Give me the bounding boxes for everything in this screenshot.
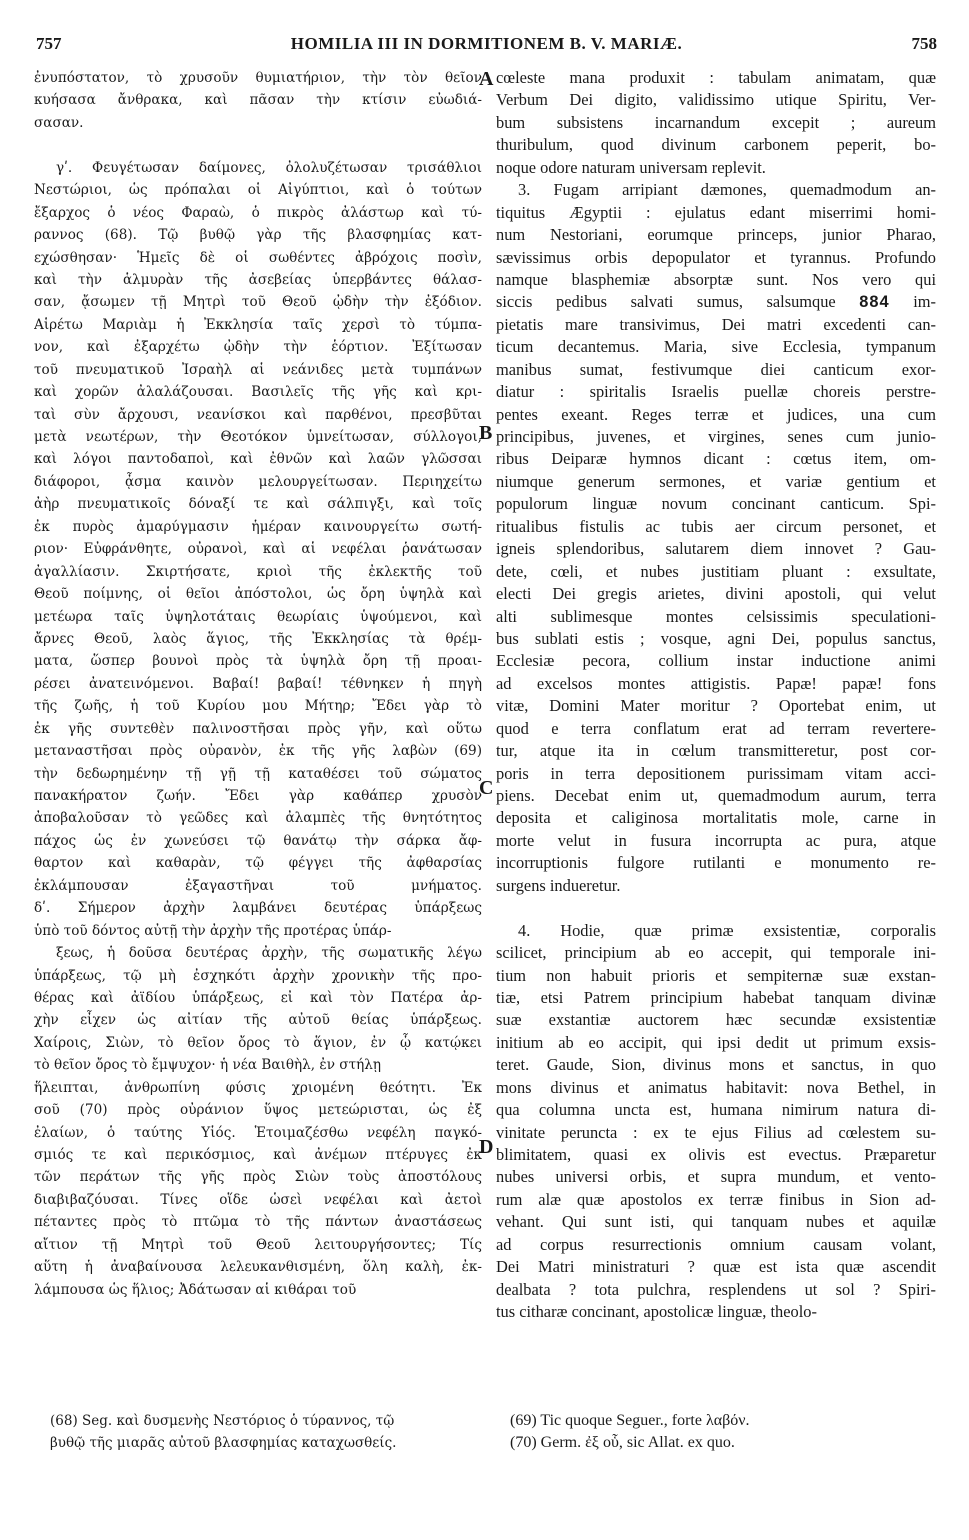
text-line: piens. Decebat enim ut, quemadmodum aurum, terra xyxy=(496,786,936,805)
text-line: τὴν δεδωρημένην τῇ γῇ τῇ καταθέσει τοῦ σώματος xyxy=(34,765,482,782)
text-line: ἐκ πυρὸς ἀμαρύγμασιν ἡμέραν καινουργείτω σωτή- xyxy=(34,518,482,535)
section-letter-d: D xyxy=(479,1136,494,1158)
text-line: incorruptionis fulgore rutilanti e monumento re- xyxy=(496,853,936,873)
text-line: dete, cœli, et nubes justitiam pluant : exsultate, xyxy=(496,561,936,581)
text-line: καὶ χορῶν ἀλαλάζουσαι. Βασιλεῖς τῆς γῆς καὶ κρι- xyxy=(34,384,482,401)
greek-column xyxy=(34,67,482,1301)
text-line: εχώσθησαν· Ἡμεῖς δὲ οἱ σωθέντες ἀβρόχοις ποσὶν, xyxy=(34,249,482,266)
text-line: quod e terra conflatum erat ad terram revertere- xyxy=(496,718,936,738)
text-line: μετέωρα ταῖς ὑψηλοτάταις θεωρίαις ὑψούμενοι, καὶ xyxy=(34,608,482,625)
text-line: cœleste mana produxit : tabulam animatam, quæ xyxy=(496,68,936,87)
text-line: ἐλαίων, ὁ ταύτης Υἱός. Ἑτοιμαζέσθω νεφέλη παγκό- xyxy=(34,1124,482,1141)
text-line: nubes universi orbis, et supra mundum, et vento- xyxy=(496,1167,936,1187)
text-line: σασαν. xyxy=(34,114,84,131)
text-line: ἀὴρ πνευματικοῖς δόναξί τε καὶ σάλπιγξι, καὶ τοῖς xyxy=(34,496,482,513)
text-line: ticum decantemus. Maria, sive Ecclesia, tympanum xyxy=(496,337,936,357)
text-line: αἴτιον τῇ Μητρὶ τοῦ Θεοῦ λειτουργήσοντες; Τίς xyxy=(34,1236,482,1253)
text-line: ἐκλάμπουσαν ἐξαγαστῆναι τοῦ μνήματος. xyxy=(34,877,482,894)
column-number-marker: 884 xyxy=(859,293,890,312)
text-line: λάμπουσα ὡς ἥλιος; Ἀδάτωσαν αἱ κιθάραι τοῦ xyxy=(34,1281,357,1298)
text-line: ἄρνες Θεοῦ, λαὸς ἅγιος, τῆς Ἐκκλησίας τὰ θρέμ- xyxy=(34,630,482,647)
text-line: deposita et caliginosa mortalitatis mole, carne in xyxy=(496,808,936,828)
text-line: ribus Deiparæ hymnos dicant : cœtus item, om- xyxy=(496,449,936,469)
text-line: sævissimus orbis depopulator et tyrannus. Profundo xyxy=(496,247,936,267)
text-line: tus citharæ concinant, apostolicæ linguæ, theolo- xyxy=(496,1302,817,1322)
text-line: ad corpus resurrectionis omnium causam volant, xyxy=(496,1234,936,1254)
text-line: τῶν περάτων τῆς γῆς πρὸς Σιὼν τοὺς ἀποστόλους xyxy=(34,1169,482,1186)
text-line: δʹ. Σήμερον ἀρχὴν λαμβάνει δευτέρας ὑπάρξεως xyxy=(34,900,482,917)
text-line: pietatis mare transivimus, Dei matri excedenti can- xyxy=(496,314,936,334)
text-line: πάχος ὡς ἐν χωνεύσει τῷ θανάτῳ τὴν σάρκα ἄφ- xyxy=(34,832,482,849)
text-line: χὴν εἶχεν ὡς αἰτίαν τῆς αὐτοῦ θείας ὑπάρξεως. xyxy=(34,1012,482,1029)
text-line: electi Dei gregis arietes, divini apostoli, qui velut xyxy=(496,584,936,604)
section-letter-c: C xyxy=(479,777,494,799)
text-line xyxy=(34,134,482,156)
text-line: ξεως, ἡ δοῦσα δευτέρας ἀρχὴν, τῆς σωματικῆς λέγω xyxy=(56,945,482,962)
text-line: Χαίροις, Σιὼν, τὸ θεῖον ὄρος τὸ ἅγιον, ἐν ᾧ κατῴκει xyxy=(34,1034,482,1051)
text-line: niumque generum sermones, et variæ gentium et xyxy=(496,471,936,491)
text-line: αὕτη ἡ ἀναβαίνουσα λελευκανθισμένη, ὅλη καλὴ, ἐκ- xyxy=(34,1259,482,1276)
text-line: Dei Matri ministraturi ? quæ est ista quæ ascendit xyxy=(496,1257,936,1277)
page-number-right: 758 xyxy=(911,34,937,53)
footnotes-right xyxy=(510,1410,930,1454)
text-line: τὸ θεῖον ὄρος τὸ ἔμψυχον· ἡ νέα Βαιθὴλ, ἐν στήλῃ xyxy=(34,1057,381,1074)
text-line: ἀποβαλοῦσαν τὸ γεῶδες καὶ ἀλαμπὲς τῆς θνητότητος xyxy=(34,810,482,827)
text-line: Νεστώριοι, ὡς πρόπαλαι οἱ Αἰγύπτιοι, καὶ ὁ τούτων xyxy=(34,182,482,199)
text-line: ραννος (68). Τῷ βυθῷ γὰρ τῆς βλασφημίας κατ- xyxy=(34,227,482,244)
text-line: siccis pedibus salvati sumus, salsumque 884 im- xyxy=(496,292,936,312)
text-line: qua columna uncta est, humana nimirum natura di- xyxy=(496,1100,936,1120)
text-line: σοῦ (70) πρὸς οὐράνιον ὕψος μετεώρισται, ὡς ἐξ xyxy=(34,1102,482,1119)
text-line: ἔξαρχος ὁ νέος Φαραὼ, ὁ πικρὸς ἀλάστωρ καὶ τύ- xyxy=(34,204,482,221)
running-title: HOMILIA III IN DORMITIONEM B. V. MARIÆ. xyxy=(290,34,683,53)
text-line: vitæ, Domini Mater moritur ? Oportebat enim, ut xyxy=(496,696,936,716)
footnote-line: βυθῷ τῆς μιαρᾶς αὐτοῦ βλασφημίας καταχωσθείς. xyxy=(50,1435,397,1451)
text-line: ματα, ὥσπερ βουνοὶ πρὸς τὰ ὑψηλὰ ὄρη τῇ προαι- xyxy=(34,653,482,670)
text-line: Ecclesiæ pecora, collium instar inductione animi xyxy=(496,651,936,671)
text-line: namque blasphemiæ absorptæ sunt. Nos vero qui xyxy=(496,269,936,289)
text-line: σαν, ᾄσωμεν τῇ Μητρὶ τοῦ Θεοῦ ᾠδὴν τὴν ἐξόδιον. xyxy=(34,294,482,311)
text-line: ὑπάρξεως, τῷ μὴ ἐσχηκότι ἀρχὴν χρονικὴν τῆς προ- xyxy=(34,967,482,984)
text-line: mons divinus et animatus habitavit: nova Bethel, in xyxy=(496,1077,936,1097)
text-line: thuribulum, quod divinum carbonem peperit, bo- xyxy=(496,135,936,155)
text-line: tur, atque ita in cœlum transmitteretur, post cor- xyxy=(496,741,936,761)
text-line: ἥλειπται, ἀνθρωπίνη φύσις χριομένη θεότητι. Ἐκ xyxy=(34,1079,482,1096)
section-letter-a: A xyxy=(479,68,494,90)
text-line: noque odore naturam universam replevit. xyxy=(496,157,766,177)
text-line: igneis splendoribus, salutarem diem innovet ? Gau- xyxy=(496,539,936,559)
text-line: Θεοῦ ποίμνης, οἱ θεῖοι ἀπόστολοι, ὡς ὄρη ὑψηλὰ καὶ xyxy=(34,586,482,603)
text-line: διάφοροι, ᾆσμα καινὸν μελουργείτωσαν. Περιηχείτω xyxy=(34,473,482,490)
text-line: ἐκ γῆς συντεθὲν παλινοστῆσαι πρὸς γῆν, καὶ οὕτω xyxy=(34,720,482,737)
text-line: morte velut in fusura incorrupta ac pura, atque xyxy=(496,830,936,850)
text-line: blimitatem, quasi ex olivis est evectus. Præparetur xyxy=(496,1145,936,1164)
footnote-line: (70) Germ. ἐξ οὗ, sic Allat. ex quo. xyxy=(510,1434,735,1451)
text-line: Verbum Dei digito, validissimo utique Spiritu, Ver- xyxy=(496,90,936,110)
page-number-left: 757 xyxy=(36,34,62,53)
text-line: πέταντες πρὸς τὸ πτῶμα τὸ τῆς πάντων ἀναστάσεως xyxy=(34,1214,482,1231)
text-line: rum alæ quæ apostolos ex terræ finibus in Sion ad- xyxy=(496,1189,936,1209)
text-line: principibus, juvenes, et virgines, senes cum junio- xyxy=(496,427,936,446)
footnote-line: (68) Seg. καὶ δυσμενὴς Νεστόριος ὁ τύραννος, τῷ xyxy=(50,1413,395,1429)
text-line: θαρτον καὶ καθαρὰν, τῷ φέγγει τῆς ἀφθαρσίας xyxy=(34,855,482,872)
text-line: bus sublati estis ; vosque, agni Dei, populus sanctus, xyxy=(496,628,936,648)
text-line: manibus sumat, festivumque diei canticum exor- xyxy=(496,359,936,379)
text-line: initium ab eo accipit, qui ipsi dedit ut primum exsis- xyxy=(496,1032,936,1052)
text-line: dealbata ? tota pulchra, resplendens ut sol ? Spiri- xyxy=(496,1279,936,1299)
text-line: ταὶ σὺν ἄρχουσι, νεανίσκοι καὶ παρθένοι, πρεσβῦται xyxy=(34,406,482,423)
text-line: 4. Hodie, quæ primæ exsistentiæ, corporalis xyxy=(518,920,936,940)
text-line: tium non habuit prioris et sempiternæ suæ exstan- xyxy=(496,965,936,985)
text-line: θέρας καὶ ἀϊδίου ὑπάρξεως, εἰ καὶ τὸν Πατέρα ἀρ- xyxy=(34,989,482,1006)
text-line: ὑπὸ τοῦ δόντος αὐτῇ τὴν ἀρχὴν τῆς προτέρας ὑπάρ- xyxy=(34,922,392,939)
text-line: scilicet, principium ab eo accepit, qui temporale ini- xyxy=(496,943,936,963)
text-line: 3. Fugam arripiant dæmones, quemadmodum an- xyxy=(518,180,936,200)
text-line: suæ exstantiæ auctorem hæc secundæ exsistentiæ xyxy=(496,1010,936,1030)
text-line: Αἱρέτω Μαριὰμ ἡ Ἐκκλησία ταῖς χερσὶ τὸ τύμπα- xyxy=(34,316,482,333)
latin-column xyxy=(496,67,936,1324)
text-line: μεταναστῆσαι πρὸς οὐρανὸν, ἐκ τῆς γῆς λαβὼν (69) xyxy=(34,743,482,760)
text-line: vehant. Qui sunt isti, qui tanquam nubes et aquilæ xyxy=(496,1212,936,1232)
text-line: pentes exeant. Reges terræ et judices, una cum xyxy=(496,404,936,424)
section-letter-b: B xyxy=(479,422,493,444)
text-line: πανακήρατον ζωήν. Ἔδει γὰρ καθάπερ χρυσὸν xyxy=(34,788,482,804)
text-line: ἐνυπόστατον, τὸ χρυσοῦν θυμιατήριον, τὴν τὸν θεῖον xyxy=(34,70,482,86)
text-line: teret. Gaude, Sion, divinus mons et sanctus, in quo xyxy=(496,1055,936,1075)
text-line: μετὰ νεωτέρων, τὴν Θεοτόκον ὑμνείτωσαν, σύλλογοι, xyxy=(34,429,482,445)
text-line: ἀγαλλίασιν. Σκιρτήσατε, κριοὶ τῆς ἐκλεκτῆς τοῦ xyxy=(34,563,482,580)
text-line: bum subsistens incarnandum excepit ; aureum xyxy=(496,112,936,132)
text-line: alti sublimesque montes celsissimis speculationi- xyxy=(496,606,936,626)
text-line: diatur : spiritalis Israelis puellæ choreis perstre- xyxy=(496,382,936,402)
text-line: ad excelsos montes attigistis. Papæ! papæ! fons xyxy=(496,673,936,693)
text-line: poris in terra depositionem purissimam vitam acci- xyxy=(496,763,936,783)
text-line: populorum linguæ novum concinant canticum. Spi- xyxy=(496,494,936,514)
text-line: σμιός τε καὶ περικόσμιος, καὶ ἀνέμων πτέρυγες ἐκ xyxy=(34,1147,482,1163)
text-line xyxy=(496,897,936,919)
footnotes-left xyxy=(50,1410,470,1454)
text-line: καὶ τὴν ἁλμυρὰν τῆς ἀσεβείας ὑπερβάντες θάλασ- xyxy=(34,271,482,288)
running-header xyxy=(36,34,937,56)
text-line: ριον· Εὐφράνθητε, οὐρανοὶ, καὶ αἱ νεφέλαι ῥανάτωσαν xyxy=(34,541,482,558)
text-line: surgens indueretur. xyxy=(496,875,621,895)
text-line: vinitate peruncta : ex te ejus Filius ad cœlestem su- xyxy=(496,1122,936,1142)
text-line: νον, καὶ ἐξαρχέτω ᾠδὴν τὴν ἑόρτιον. Ἐξίτωσαν xyxy=(34,339,482,356)
text-line: γʹ. Φευγέτωσαν δαίμονες, ὀλολυζέτωσαν τρισάθλιοι xyxy=(56,159,482,176)
text-line: tiæ, etsi Patrem principium habebat tanquam divinæ xyxy=(496,987,936,1007)
text-line: τοῦ πνευματικοῦ Ἰσραὴλ αἱ νεάνιδες μετὰ τυμπάνων xyxy=(34,361,482,378)
text-line: ritualibus fistulis ac tubis aer circum personet, et xyxy=(496,516,936,536)
text-line: tiquitus Ægyptii : ejulatus edant miserrimi homi- xyxy=(496,202,936,222)
footnote-line: (69) Tic quoque Seguer., forte λαβόν. xyxy=(510,1412,750,1429)
text-line: καὶ λόγοι παντοδαποὶ, καὶ ἐθνῶν καὶ λαῶν γλῶσσαι xyxy=(34,451,482,468)
text-line: τῆς ζωῆς, ἡ τοῦ Κυρίου μου Μήτηρ; Ἔδει γὰρ τὸ xyxy=(34,698,482,715)
text-line: διαβιβαζόυσαι. Τίνες οἵδε ὡσεὶ νεφέλαι καὶ ἀετοὶ xyxy=(34,1191,482,1208)
text-line: ρέσει ἀνατεινόμενοι. Βαβαί! βαβαί! τέθνηκεν ἡ πηγὴ xyxy=(34,675,482,692)
text-line: κυήσασα ἄνθρακα, καὶ πᾶσαν τὴν κτίσιν εὐωδιά- xyxy=(34,92,482,109)
text-line: num Nestoriani, eorumque princeps, junior Pharao, xyxy=(496,225,936,245)
